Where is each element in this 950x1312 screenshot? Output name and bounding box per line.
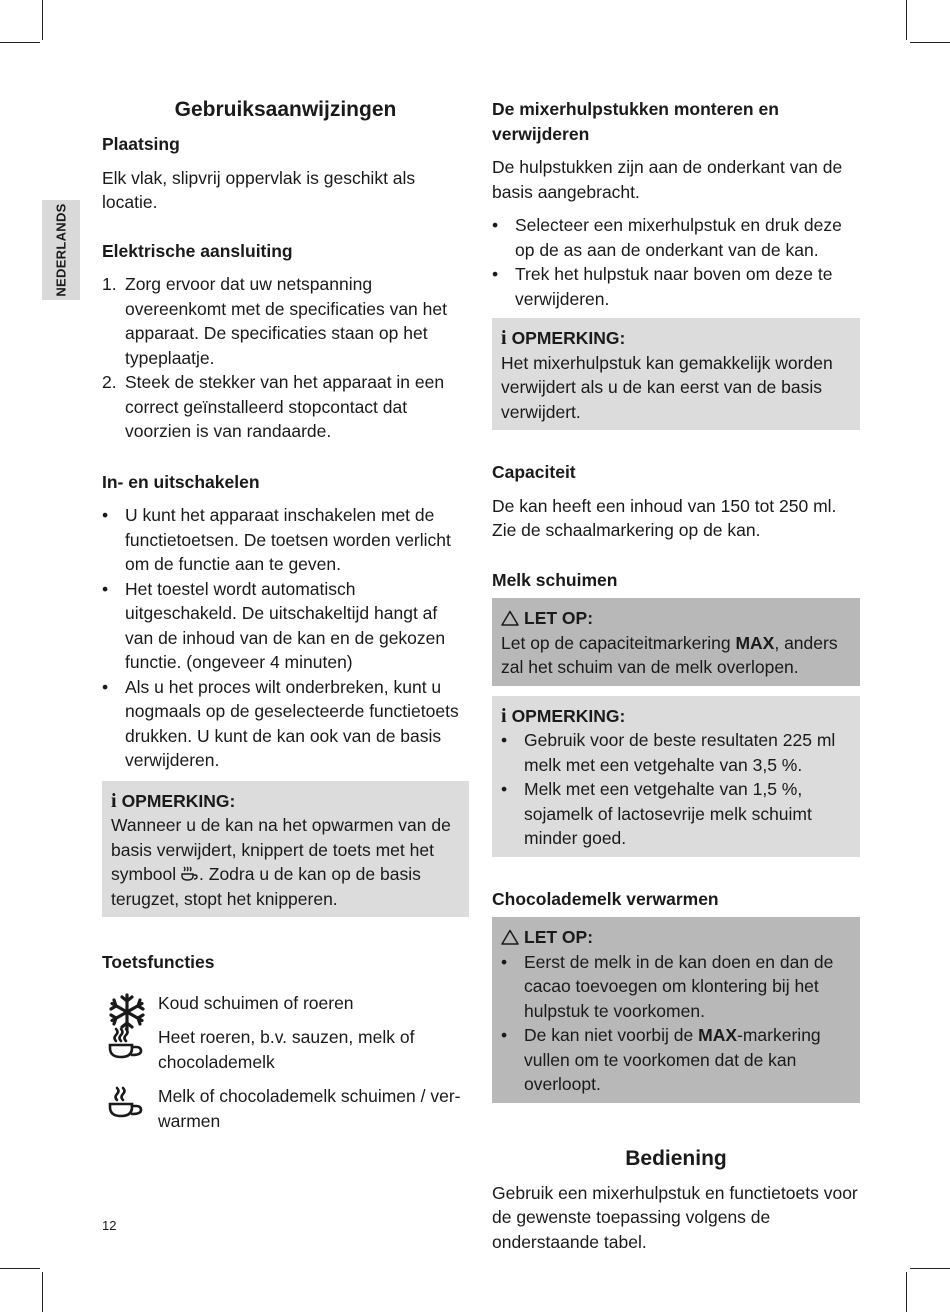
left-column [102,94,469,1133]
placement-text: Elk vlak, slipvrij oppervlak is geschikt als locatie. [102,167,416,212]
hot-cup-two-waves-icon [108,1086,144,1122]
list-item: • Melk met een vetgehalte van 1,5 %, sojamelk of lactosevrije melk schuimt minder goed. [501,779,812,848]
warning-title: LET OP: [501,606,851,631]
placement-heading: Plaatsing [102,134,180,154]
operation-text: Gebruik een mixerhulpstuk en functietoets voor de gewenste toepassing volgens de onderstaande tabel. [492,1182,858,1252]
onoff-heading: In- en uitschakelen [102,471,260,492]
page-title: Gebruiksaanwijzingen [174,98,397,121]
key-function-row: Melk of chocolademelk schuimen / verwarmen [102,1084,469,1133]
crop-mark [0,1268,40,1269]
list-item: • Trek het hulpstuk naar boven om deze te verwijderen. [492,264,833,309]
list-item: 2. Steek de stekker van het apparaat in een correct geïnstalleerd stopcontact dat voorzien is van randaarde. [102,372,445,441]
crop-mark [906,0,907,40]
list-item: 1. Zorg ervoor dat uw netspanning overeenkomt met de specificaties van het apparaat. De specificaties staan op het typeplaatje. [102,274,447,368]
note-text: Wanneer u de kan na het opwarmen van de basis verwijdert, knippert de toets met het symbool . Zodra u de kan op de basis terugzet, stopt het knipperen. [111,815,451,909]
electric-heading: Elektrische aansluiting [102,240,293,261]
attach-text: De hulpstukken zijn aan de onderkant van de basis aangebracht. [492,157,843,202]
warning-triangle-icon [501,929,519,945]
warning-text: Let op de capaciteitmarkering MAX, anders zal het schuim van de melk overlopen. [501,632,838,677]
list-item: • Het toestel wordt automatisch uitgeschakeld. De uitschakeltijd hangt af van de inhoud van de kan en de gekozen functie. (ongeveer 4 minuten) [102,578,446,672]
choco-heading: Chocolademelk verwarmen [492,888,719,909]
language-side-tab [42,200,80,300]
warning-list [501,950,851,1097]
note-title: i OPMERKING: [501,327,626,350]
right-column [492,97,860,1254]
keys-heading: Toetsfuncties [102,952,215,972]
list-item: • Gebruik voor de beste resultaten 225 ml melk met een vetgehalte van 3,5 %. [501,730,836,775]
crop-mark [910,42,950,43]
crop-mark [0,42,40,43]
key-function-row: Heet roeren, b.v. sauzen, melk of chocolademelk [102,1025,469,1074]
list-item: • Eerst de melk in de kan doen en dan de cacao toevoegen om klontering bij het hulpstuk te voorkomen. [501,951,834,1021]
warning-triangle-icon [501,610,519,626]
warning-title: LET OP: [501,925,851,950]
info-icon: i [111,789,117,812]
list-item: • Als u het proces wilt onderbreken, kunt u nogmaals op de geselecteerde functietoets drukken. U kunt de kan ook van de basis verwijderen. [102,676,459,770]
electric-list [102,272,469,444]
crop-mark [42,1272,43,1312]
attach-heading: De mixerhulpstukken monteren en verwijderen [492,99,779,144]
operation-title: Bediening [625,1146,727,1170]
hot-cup-three-waves-icon [108,1027,144,1063]
crop-mark [42,0,43,40]
info-icon: i [501,704,507,727]
list-item: • U kunt het apparaat inschakelen met de functietoetsen. De toetsen worden verlicht om de functie aan te geven. [102,505,451,574]
language-label: NEDERLANDS [53,203,69,297]
choco-warning-box [492,917,860,1103]
onoff-list [102,503,469,773]
capacity-heading: Capaciteit [492,462,576,482]
capacity-text: De kan heeft een inhoud van 150 tot 250 ml. Zie de schaalmarkering op de kan. [492,495,837,540]
onoff-note-box [102,781,469,918]
attach-note-box [492,318,860,430]
key-function-row: Koud schuimen of roeren [102,991,469,1016]
crop-mark [910,1268,950,1269]
froth-warning-box [492,598,860,686]
froth-heading: Melk schuimen [492,569,618,590]
note-title: i OPMERKING: [111,789,236,812]
note-list [501,728,851,851]
note-title: i OPMERKING: [501,704,626,727]
list-item: • De kan niet voorbij de MAX-markering vullen om te voorkomen dat de kan overloopt. [501,1025,821,1094]
list-item: • Selecteer een mixerhulpstuk en druk deze op de as aan de onderkant van de kan. [492,215,842,260]
hot-cup-icon [181,866,199,882]
page-number: 12 [102,1218,117,1233]
note-text: Het mixerhulpstuk kan gemakkelijk worden verwijdert als u de kan eerst van de basis verwijdert. [501,352,833,422]
info-icon: i [501,327,507,350]
attach-list [492,213,860,311]
crop-mark [906,1272,907,1312]
froth-note-box [492,696,860,857]
